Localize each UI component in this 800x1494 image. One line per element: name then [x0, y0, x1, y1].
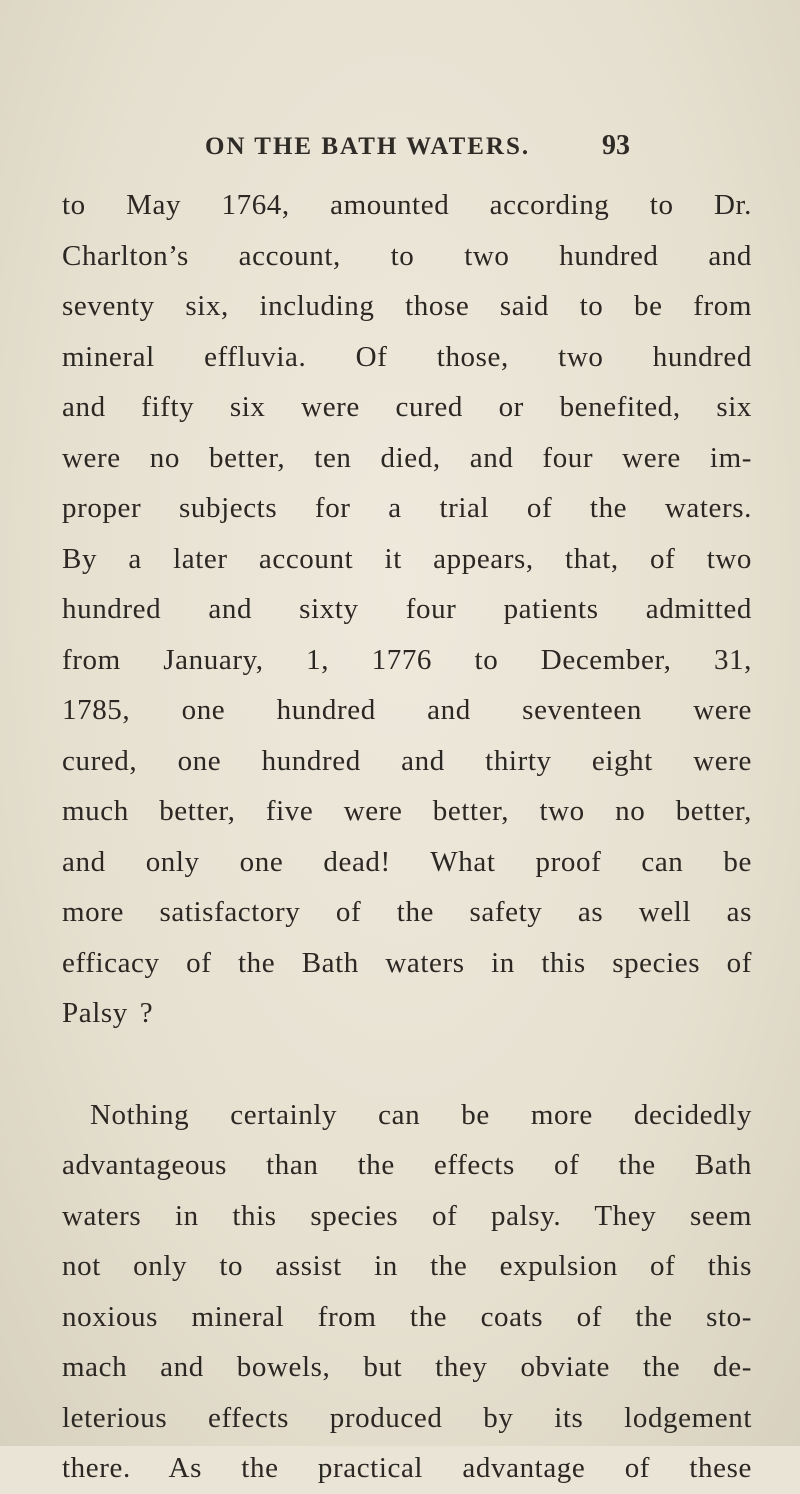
paragraph-gap	[62, 1039, 752, 1090]
text-line: waters in this species of palsy. They seem	[62, 1199, 752, 1232]
text-line: not only to assist in the expulsion of this	[62, 1250, 752, 1282]
text-line: and fifty six were cured or benefited, six	[62, 391, 752, 423]
body-text	[62, 180, 752, 1494]
text-line: to May 1764, amounted according to Dr.	[62, 189, 752, 221]
text-line: advantageous than the effects of the Bath	[62, 1149, 752, 1181]
text-line: cured, one hundred and thirty eight were	[62, 744, 752, 777]
text-line: 1785, one hundred and seventeen were	[62, 694, 752, 726]
text-line: there. As the practical advantage of these	[62, 1452, 752, 1484]
text-line: mach and bowels, but they obviate the de-	[62, 1351, 752, 1383]
text-line: proper subjects for a trial of the waters.	[62, 492, 752, 524]
text-line: noxious mineral from the coats of the sto-	[62, 1300, 752, 1333]
text-line: seventy six, including those said to be from	[62, 290, 752, 322]
text-line: Nothing certainly can be more decidedly	[90, 1098, 752, 1131]
text-line: much better, five were better, two no better,	[62, 795, 752, 827]
text-line: By a later account it appears, that, of two	[62, 542, 752, 575]
paragraph-1	[62, 180, 752, 1039]
text-line: efficacy of the Bath waters in this species of	[62, 946, 752, 979]
paragraph-2	[62, 1090, 752, 1494]
running-head	[205, 130, 630, 170]
text-line: Palsy ?	[62, 997, 154, 1029]
page-number: 93	[602, 130, 630, 161]
text-line: from January, 1, 1776 to December, 31,	[62, 643, 752, 676]
text-line: and only one dead! What proof can be	[62, 845, 752, 878]
text-line: were no better, ten died, and four were im-	[62, 441, 752, 474]
text-line: hundred and sixty four patients admitted	[62, 593, 752, 625]
text-line: Charlton’s account, to two hundred and	[62, 239, 752, 272]
text-line: leterious effects produced by its lodgement	[62, 1401, 752, 1434]
text-line: more satisfactory of the safety as well as	[62, 896, 752, 928]
running-head-title: ON THE BATH WATERS.	[205, 133, 531, 160]
text-line: mineral effluvia. Of those, two hundred	[62, 340, 752, 373]
